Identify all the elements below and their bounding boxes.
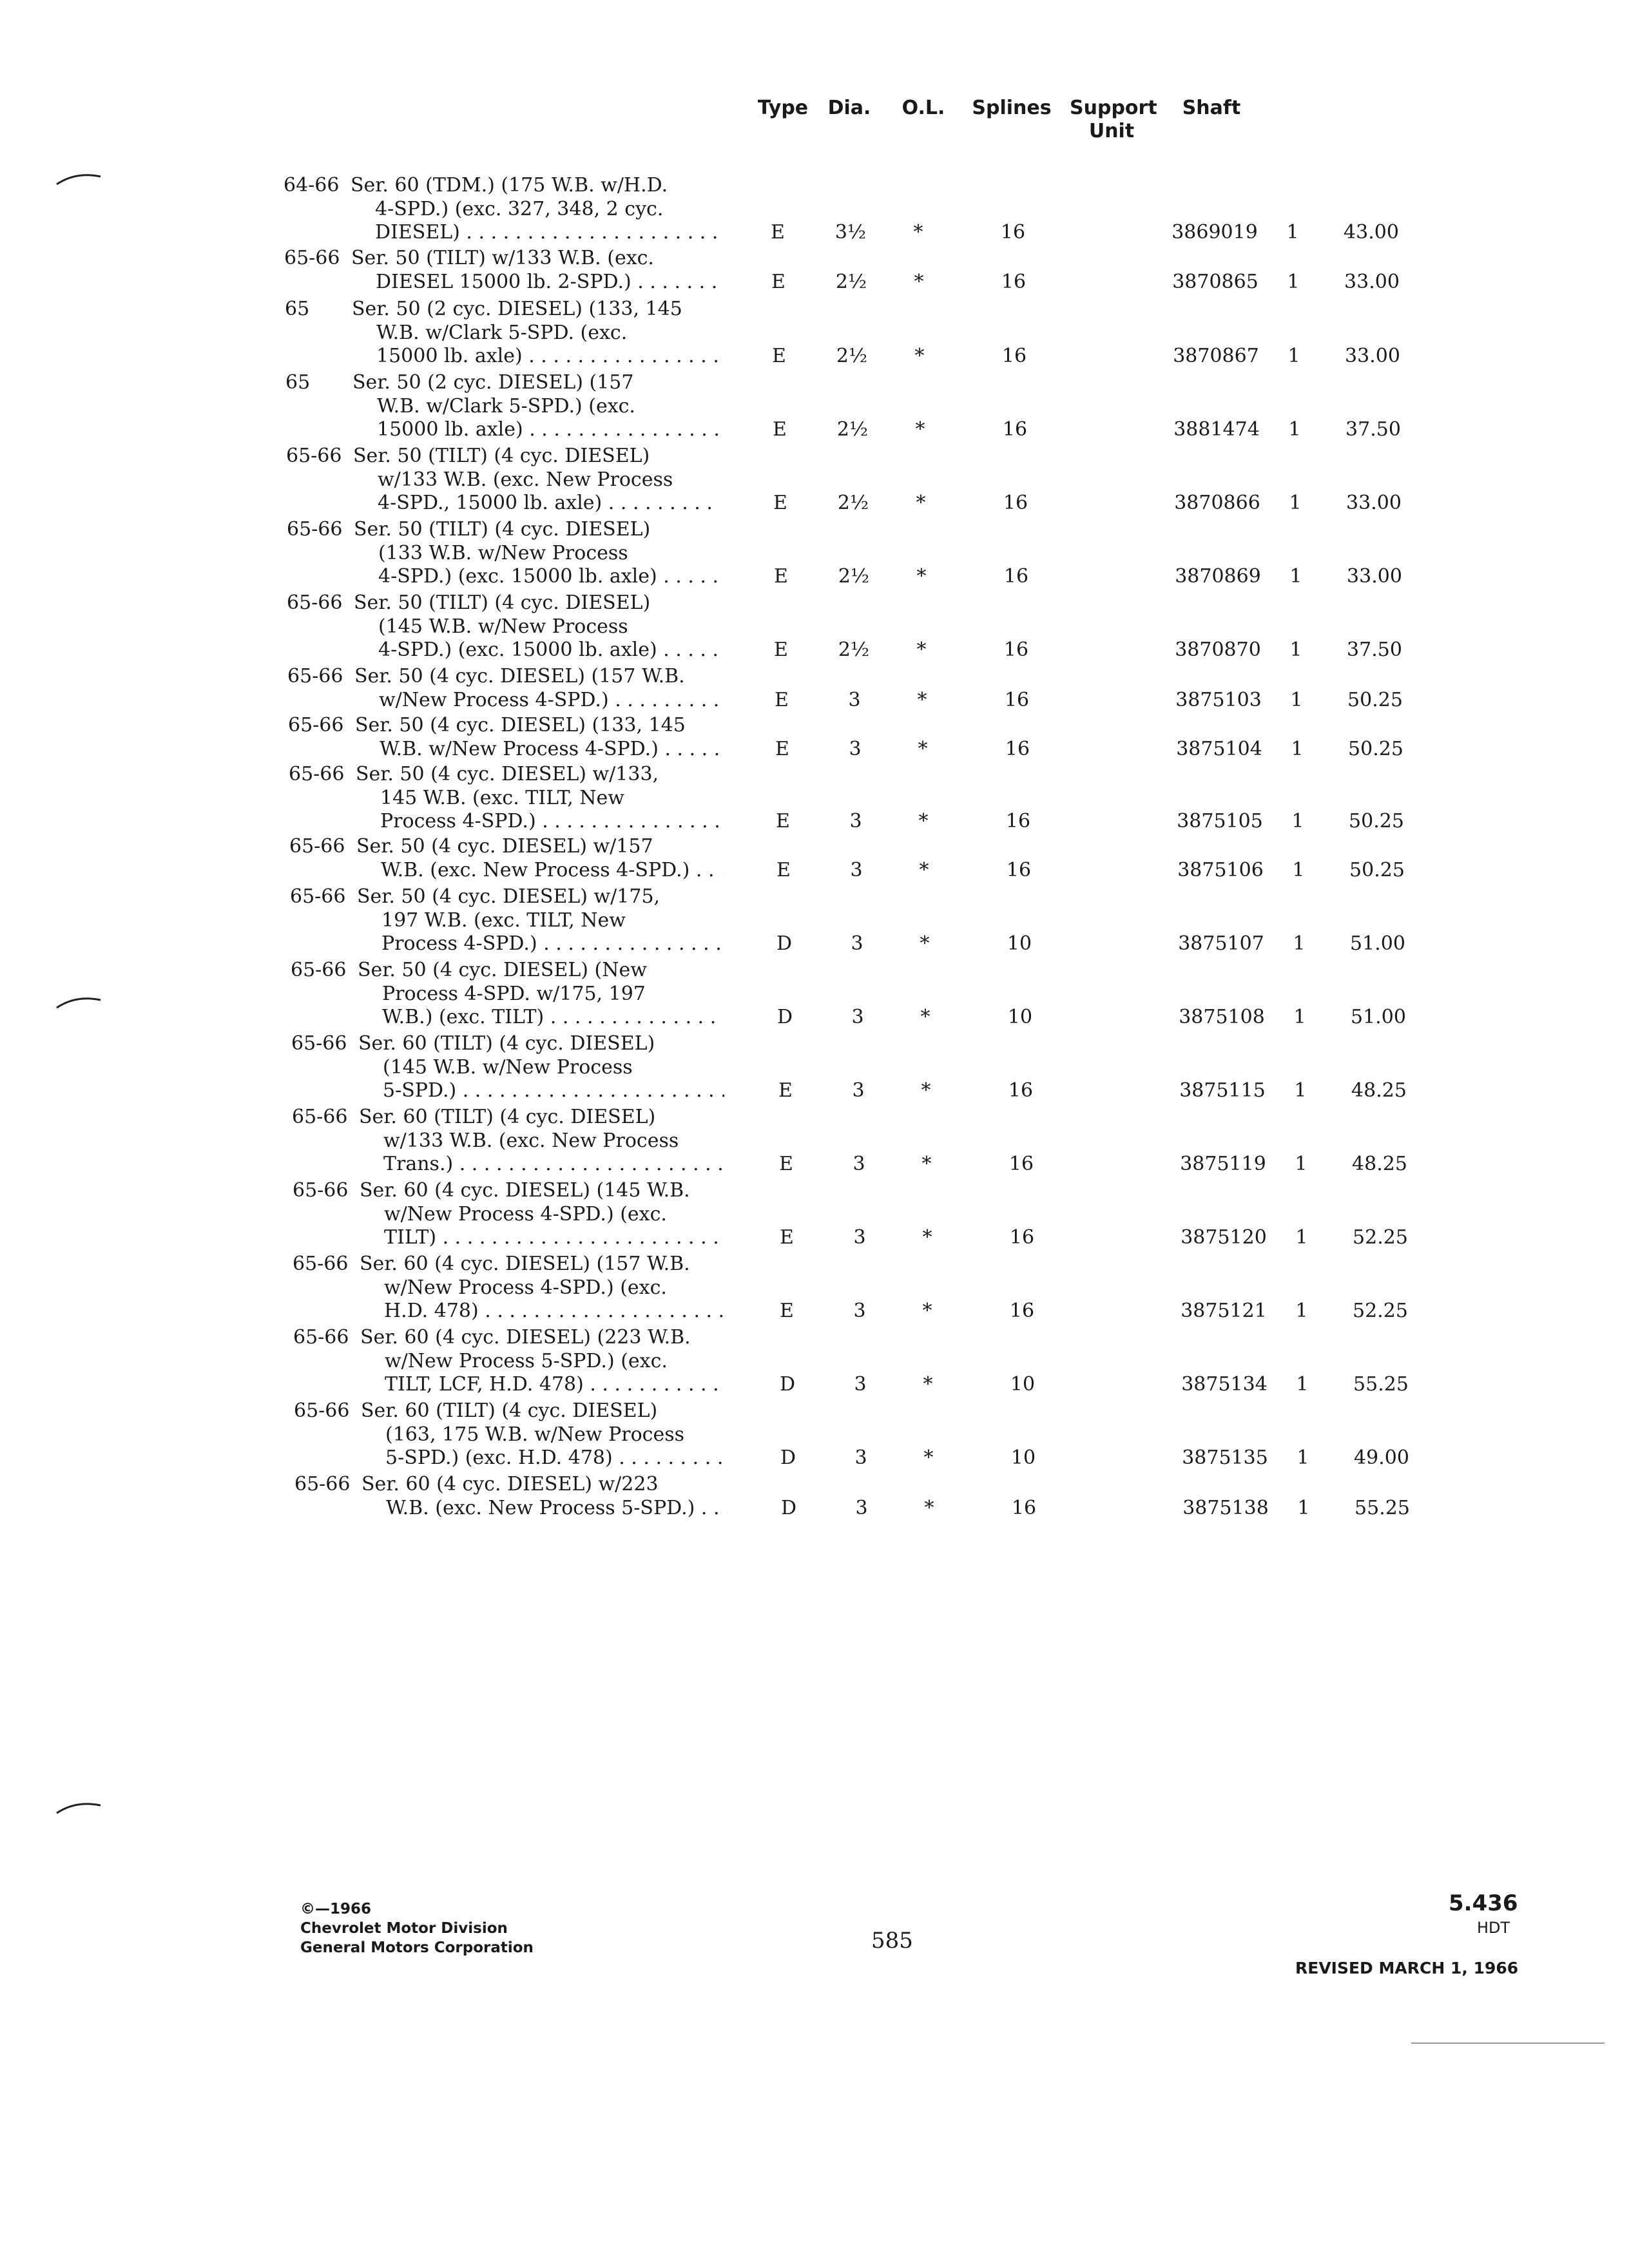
- price-cell: 37.50: [1345, 418, 1401, 441]
- description-line: w/133 W.B. (exc. New Process: [383, 1129, 679, 1152]
- dia-cell: 3: [849, 810, 862, 832]
- description-line: (133 W.B. w/New Process: [378, 541, 628, 564]
- part-number-cell: 3875134: [1181, 1373, 1268, 1396]
- year-cell: 65-66: [286, 445, 342, 467]
- description-line: Ser. 50 (4 cyc. DIESEL) (New: [358, 959, 647, 981]
- description-line: W.B.) (exc. TILT) . . .: [358, 1006, 724, 1030]
- dia-cell: 3: [853, 1153, 865, 1175]
- price-cell: 48.25: [1352, 1153, 1407, 1175]
- splines-cell: 10: [1010, 1373, 1036, 1396]
- description-cell: [355, 714, 806, 761]
- description-cell: [360, 1326, 811, 1397]
- splines-cell: 16: [1000, 221, 1026, 244]
- header-splines: Splines: [972, 97, 1052, 119]
- price-cell: 43.00: [1344, 221, 1399, 244]
- part-number-cell: 3869019: [1171, 221, 1258, 244]
- splines-cell: 16: [1001, 345, 1027, 367]
- description-cell: [361, 1473, 813, 1520]
- description-line: (163, 175 W.B. w/New Process: [385, 1423, 685, 1446]
- ol-cell: *: [918, 737, 928, 760]
- part-number-cell: 3870869: [1175, 565, 1261, 588]
- description-line: 145 W.B. (exc. TILT, New: [380, 786, 624, 809]
- description-line: W.B. w/Clark 5-SPD. (exc.: [376, 321, 628, 344]
- year-cell: 65-66: [289, 763, 345, 785]
- price-cell: 52.25: [1353, 1300, 1408, 1322]
- dia-cell: 3: [855, 1496, 868, 1519]
- price-cell: 50.25: [1348, 737, 1403, 760]
- type-cell: E: [771, 270, 786, 293]
- description-line: TILT) . . .: [360, 1226, 726, 1250]
- splines-cell: 10: [1007, 932, 1032, 955]
- ol-cell: *: [924, 1496, 934, 1519]
- part-number-cell: 3875106: [1177, 858, 1264, 881]
- copyright-line: ©—1966: [300, 1901, 372, 1917]
- type-cell: E: [773, 492, 787, 514]
- year-cell: 64-66: [284, 174, 340, 197]
- year-cell: 65-66: [292, 1106, 348, 1128]
- year-cell: 65: [285, 298, 310, 320]
- splines-cell: 16: [1001, 270, 1027, 293]
- description-cell: [353, 445, 804, 515]
- publisher-block: [300, 1899, 534, 1957]
- quantity-cell: 1: [1289, 639, 1302, 661]
- splines-cell: 16: [1003, 492, 1028, 514]
- description-cell: [351, 174, 802, 245]
- description-line: Ser. 50 (4 cyc. DIESEL) (133, 145: [355, 714, 686, 736]
- description-cell: [360, 1179, 811, 1250]
- price-cell: 55.25: [1354, 1496, 1410, 1519]
- year-cell: 65-66: [294, 1399, 350, 1422]
- quantity-cell: 1: [1293, 1006, 1306, 1028]
- description-line: 15000 lb. axle) . . .: [352, 418, 718, 442]
- header-type: Type: [757, 97, 809, 119]
- quantity-cell: 1: [1287, 345, 1300, 367]
- description-line: H.D. 478) . . .: [360, 1300, 726, 1323]
- description-cell: [359, 1106, 810, 1177]
- price-cell: 48.25: [1351, 1079, 1407, 1102]
- description-line: Ser. 60 (TILT) (4 cyc. DIESEL): [358, 1032, 655, 1055]
- ol-cell: *: [919, 858, 929, 881]
- footer-rule: [1411, 2042, 1605, 2044]
- part-number-cell: 3875103: [1175, 688, 1262, 711]
- part-number-cell: 3881474: [1173, 418, 1260, 441]
- quantity-cell: 1: [1296, 1373, 1309, 1396]
- part-number-cell: 3870867: [1173, 345, 1259, 367]
- header-support-unit: Support Unit: [1070, 97, 1157, 142]
- ol-cell: *: [921, 1079, 931, 1102]
- type-cell: E: [772, 345, 786, 367]
- ol-cell: *: [916, 639, 927, 661]
- year-cell: 65-66: [294, 1473, 351, 1495]
- quantity-cell: 1: [1288, 418, 1301, 441]
- type-cell: E: [776, 810, 790, 832]
- description-line: W.B. (exc. New Process 5-SPD.) . . .: [361, 1497, 728, 1521]
- division-line: Chevrolet Motor Division: [300, 1920, 508, 1937]
- quantity-cell: 1: [1295, 1300, 1308, 1322]
- year-cell: 65-66: [287, 591, 343, 614]
- type-cell: E: [778, 1079, 793, 1102]
- price-cell: 33.00: [1346, 492, 1402, 514]
- description-cell: [357, 885, 808, 956]
- splines-cell: 16: [1002, 418, 1028, 441]
- description-line: Ser. 50 (TILT) (4 cyc. DIESEL): [354, 518, 651, 541]
- part-number-cell: 3875121: [1181, 1300, 1267, 1322]
- splines-cell: 16: [1009, 1300, 1035, 1322]
- part-number-cell: 3870866: [1174, 492, 1260, 514]
- ol-cell: *: [922, 1226, 932, 1249]
- description-line: Ser. 50 (2 cyc. DIESEL) (133, 145: [352, 298, 682, 320]
- ol-cell: *: [918, 810, 929, 832]
- ol-cell: *: [915, 418, 925, 441]
- year-cell: 65-66: [287, 665, 343, 687]
- splines-cell: 16: [1006, 858, 1032, 881]
- description-cell: [360, 1253, 811, 1323]
- price-cell: 50.25: [1349, 810, 1404, 832]
- year-cell: 65-66: [293, 1179, 349, 1202]
- dia-cell: 3½: [834, 221, 867, 244]
- year-cell: 65-66: [287, 518, 343, 541]
- ol-cell: *: [923, 1373, 933, 1396]
- year-cell: 65-66: [293, 1326, 349, 1349]
- splines-cell: 16: [1003, 565, 1029, 588]
- corporation-line: General Motors Corporation: [300, 1939, 534, 1956]
- description-line: TILT, LCF, H.D. 478) . . .: [360, 1373, 726, 1397]
- description-line: 4-SPD.) (exc. 15000 lb. axle) . . .: [354, 565, 720, 589]
- quantity-cell: 1: [1291, 810, 1304, 832]
- ol-cell: *: [917, 688, 927, 711]
- dia-cell: 3: [851, 932, 863, 955]
- section-number: 5.436: [1449, 1890, 1518, 1916]
- type-cell: E: [779, 1153, 793, 1175]
- year-cell: 65: [285, 371, 311, 394]
- page-number: 585: [871, 1928, 913, 1954]
- ol-cell: *: [916, 565, 927, 588]
- description-line: W.B. w/New Process 4-SPD.) . . .: [355, 738, 721, 762]
- ol-cell: *: [914, 270, 924, 293]
- quantity-cell: 1: [1295, 1226, 1308, 1249]
- description-cell: [358, 1032, 809, 1103]
- description-line: Ser. 50 (4 cyc. DIESEL) w/157: [356, 835, 653, 858]
- ol-cell: *: [913, 221, 923, 244]
- description-cell: [352, 371, 804, 442]
- description-line: 4-SPD.) (exc. 15000 lb. axle) . . .: [354, 639, 720, 662]
- price-cell: 50.25: [1349, 858, 1405, 881]
- description-line: Process 4-SPD. w/175, 197: [382, 982, 646, 1005]
- dia-cell: 2½: [838, 565, 870, 588]
- part-number-cell: 3875138: [1182, 1496, 1269, 1519]
- dia-cell: 3: [853, 1226, 866, 1249]
- description-line: DIESEL) . . .: [351, 221, 717, 245]
- type-cell: D: [779, 1373, 796, 1396]
- description-cell: [356, 835, 807, 882]
- description-line: Ser. 50 (TILT) (4 cyc. DIESEL): [354, 591, 651, 614]
- year-cell: 65-66: [293, 1253, 349, 1275]
- quantity-cell: 1: [1291, 737, 1304, 760]
- description-line: 5-SPD.) . . .: [358, 1079, 724, 1103]
- year-cell: 65-66: [291, 959, 347, 981]
- year-cell: 65-66: [289, 835, 345, 858]
- ol-cell: *: [916, 492, 926, 514]
- description-cell: [361, 1399, 812, 1470]
- description-cell: [354, 665, 805, 712]
- ol-cell: *: [921, 1153, 932, 1175]
- ol-cell: *: [914, 345, 925, 367]
- part-number-cell: 3875115: [1179, 1079, 1266, 1102]
- ol-cell: *: [920, 1006, 930, 1028]
- binder-mark-top: [54, 169, 106, 188]
- type-cell: E: [774, 639, 788, 661]
- type-cell: D: [780, 1446, 796, 1469]
- dia-cell: 3: [854, 1446, 867, 1469]
- description-line: Ser. 60 (TILT) (4 cyc. DIESEL): [359, 1106, 656, 1128]
- type-cell: E: [771, 221, 785, 244]
- dia-cell: 3: [848, 688, 861, 711]
- quantity-cell: 1: [1292, 858, 1305, 881]
- part-number-cell: 3875135: [1182, 1446, 1268, 1469]
- splines-cell: 16: [1009, 1226, 1035, 1249]
- quantity-cell: 1: [1286, 221, 1299, 244]
- ol-cell: *: [923, 1446, 934, 1469]
- type-cell: E: [774, 565, 788, 588]
- price-cell: 33.00: [1347, 565, 1402, 588]
- header-ol: O.L.: [901, 97, 945, 119]
- description-line: Ser. 50 (2 cyc. DIESEL) (157: [352, 371, 634, 394]
- quantity-cell: 1: [1294, 1079, 1307, 1102]
- description-cell: [354, 518, 805, 589]
- dia-cell: 3: [854, 1373, 867, 1396]
- description-line: Process 4-SPD.) . . .: [356, 810, 722, 834]
- type-cell: D: [776, 932, 793, 955]
- description-line: w/New Process 4-SPD.) (exc.: [384, 1276, 667, 1299]
- description-cell: [358, 959, 809, 1030]
- ol-cell: *: [922, 1300, 932, 1322]
- description-line: W.B. w/Clark 5-SPD.) (exc.: [377, 394, 635, 418]
- description-line: 197 W.B. (exc. TILT, New: [381, 908, 626, 932]
- binder-mark-bottom: [54, 1798, 106, 1817]
- type-cell: E: [773, 418, 787, 441]
- price-cell: 51.00: [1350, 932, 1405, 955]
- quantity-cell: 1: [1289, 565, 1302, 588]
- description-line: w/133 W.B. (exc. New Process: [378, 468, 673, 491]
- year-cell: 65-66: [288, 714, 344, 736]
- description-line: Ser. 60 (4 cyc. DIESEL) w/223: [361, 1473, 659, 1495]
- binder-mark-middle: [54, 992, 106, 1012]
- quantity-cell: 1: [1293, 932, 1306, 955]
- type-cell: D: [780, 1496, 797, 1519]
- description-line: Ser. 50 (TILT) (4 cyc. DIESEL): [353, 445, 650, 467]
- splines-cell: 10: [1010, 1446, 1036, 1469]
- splines-cell: 16: [1011, 1496, 1037, 1519]
- quantity-cell: 1: [1290, 688, 1303, 711]
- description-cell: [354, 591, 805, 662]
- quantity-cell: 1: [1289, 492, 1302, 514]
- part-number-cell: 3875104: [1176, 737, 1262, 760]
- dia-cell: 3: [849, 737, 862, 760]
- part-number-cell: 3870865: [1172, 270, 1258, 293]
- revised-date: REVISED MARCH 1, 1966: [1295, 1959, 1519, 1977]
- price-cell: 49.00: [1354, 1446, 1409, 1469]
- description-line: Ser. 60 (4 cyc. DIESEL) (145 W.B.: [360, 1179, 690, 1202]
- part-number-cell: 3875105: [1177, 810, 1263, 832]
- description-line: w/New Process 5-SPD.) (exc.: [385, 1349, 668, 1372]
- section-code: HDT: [1477, 1919, 1510, 1937]
- price-cell: 51.00: [1351, 1006, 1406, 1028]
- dia-cell: 3: [851, 1006, 864, 1028]
- description-cell: [352, 298, 803, 369]
- description-line: 4-SPD., 15000 lb. axle) . . .: [353, 492, 719, 515]
- description-line: Ser. 60 (TILT) (4 cyc. DIESEL): [361, 1399, 658, 1422]
- part-number-cell: 3870870: [1175, 639, 1261, 661]
- dia-cell: 3: [852, 1079, 865, 1102]
- description-line: DIESEL 15000 lb. 2-SPD.) . . .: [351, 271, 717, 294]
- splines-cell: 16: [1008, 1079, 1034, 1102]
- description-line: Ser. 60 (4 cyc. DIESEL) (223 W.B.: [360, 1326, 691, 1349]
- part-number-cell: 3875108: [1179, 1006, 1265, 1028]
- dia-cell: 2½: [836, 418, 869, 441]
- type-cell: E: [776, 858, 791, 881]
- dia-cell: 3: [853, 1300, 866, 1322]
- description-line: Ser. 50 (4 cyc. DIESEL) (157 W.B.: [354, 665, 685, 687]
- quantity-cell: 1: [1295, 1153, 1307, 1175]
- description-line: Ser. 50 (4 cyc. DIESEL) w/175,: [357, 885, 660, 908]
- description-line: (145 W.B. w/New Process: [383, 1055, 633, 1079]
- splines-cell: 16: [1005, 810, 1031, 832]
- type-cell: E: [775, 688, 789, 711]
- quantity-cell: 1: [1297, 1496, 1310, 1519]
- price-cell: 33.00: [1344, 270, 1400, 293]
- type-cell: E: [780, 1300, 794, 1322]
- description-line: W.B. (exc. New Process 4-SPD.) . . .: [356, 859, 722, 883]
- description-line: Ser. 50 (4 cyc. DIESEL) w/133,: [356, 763, 659, 785]
- description-line: Ser. 60 (4 cyc. DIESEL) (157 W.B.: [360, 1253, 690, 1275]
- type-cell: D: [776, 1006, 793, 1028]
- ol-cell: *: [920, 932, 930, 955]
- description-line: 15000 lb. axle) . . .: [352, 345, 718, 369]
- part-number-cell: 3875119: [1180, 1153, 1266, 1175]
- dia-cell: 2½: [836, 345, 868, 367]
- description-line: w/New Process 4-SPD.) (exc.: [384, 1202, 667, 1225]
- dia-cell: 2½: [835, 270, 867, 293]
- price-cell: 55.25: [1353, 1373, 1409, 1396]
- quantity-cell: 1: [1287, 270, 1300, 293]
- splines-cell: 16: [1008, 1153, 1034, 1175]
- description-line: Ser. 50 (TILT) w/133 W.B. (exc.: [351, 247, 654, 269]
- description-line: 5-SPD.) (exc. H.D. 478) . . .: [361, 1446, 727, 1470]
- part-number-cell: 3875107: [1178, 932, 1264, 955]
- price-cell: 33.00: [1345, 345, 1400, 367]
- description-line: 4-SPD.) (exc. 327, 348, 2 cyc.: [375, 197, 664, 220]
- year-cell: 65-66: [284, 247, 340, 269]
- splines-cell: 16: [1003, 639, 1029, 661]
- description-line: (145 W.B. w/New Process: [378, 615, 628, 638]
- header-dia: Dia.: [827, 97, 871, 119]
- year-cell: 65-66: [290, 885, 346, 908]
- type-cell: E: [780, 1226, 794, 1249]
- description-line: Ser. 60 (TDM.) (175 W.B. w/H.D.: [351, 174, 668, 197]
- part-number-cell: 3875120: [1181, 1226, 1267, 1249]
- price-cell: 50.25: [1347, 688, 1403, 711]
- description-line: Process 4-SPD.) . . .: [357, 932, 723, 956]
- year-cell: 65-66: [291, 1032, 347, 1055]
- description-line: Trans.) . . .: [359, 1153, 725, 1177]
- dia-cell: 2½: [837, 492, 869, 514]
- type-cell: E: [775, 737, 789, 760]
- dia-cell: 3: [850, 858, 863, 881]
- price-cell: 37.50: [1347, 639, 1402, 661]
- splines-cell: 10: [1007, 1006, 1033, 1028]
- description-cell: [351, 247, 802, 294]
- description-line: w/New Process 4-SPD.) . . .: [354, 689, 720, 713]
- quantity-cell: 1: [1296, 1446, 1309, 1469]
- price-cell: 52.25: [1353, 1226, 1408, 1249]
- description-cell: [356, 763, 807, 834]
- dia-cell: 2½: [838, 639, 870, 661]
- header-shaft: Shaft: [1182, 97, 1241, 119]
- splines-cell: 16: [1005, 737, 1030, 760]
- splines-cell: 16: [1004, 688, 1030, 711]
